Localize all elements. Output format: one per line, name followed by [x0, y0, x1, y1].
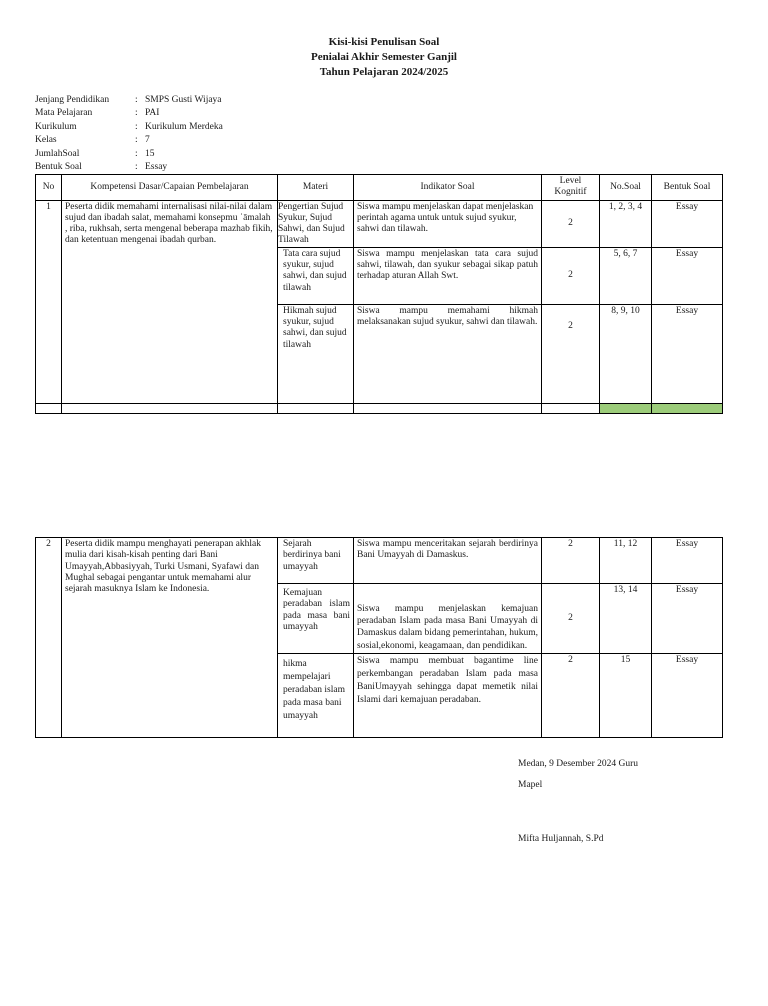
info-label: Jenjang Pendidikan: [35, 95, 110, 105]
bentuk-cell: Essay: [652, 654, 723, 738]
table-row: [36, 538, 723, 584]
empty-cell: [542, 403, 600, 413]
level-cell: 2: [542, 200, 600, 247]
info-value: PAI: [145, 108, 160, 119]
materi-cell: Sejarah berdirinya bani umayyah: [278, 538, 354, 584]
highlight-cell: [600, 403, 652, 413]
indikator-cell: Siswa mampu membuat bagantime line perkembangan peradaban Islam pada masa BaniUmayyah sehingga dapat memetik nilai Islami dari kemajuan peradaban.: [354, 654, 542, 738]
info-colon: :: [135, 161, 138, 172]
indikator-cell: Siswa mampu memahami hikmah melaksanakan sujud syukur, sahwi dan tilawah.: [354, 304, 542, 403]
materi-cell: Hikmah sujud syukur, sujud sahwi, dan sujud tilawah: [278, 304, 354, 403]
signature-place-date: Medan, 9 Desember 2024 Guru: [518, 759, 639, 769]
info-row-kelas: [35, 134, 223, 147]
info-colon: :: [135, 95, 138, 105]
info-colon: :: [135, 148, 138, 159]
info-value: SMPS Gusti Wijaya: [145, 95, 222, 105]
empty-cell: [278, 403, 354, 413]
info-label: JumlahSoal: [35, 148, 80, 159]
level-cell: 2: [542, 247, 600, 304]
info-value: 7: [145, 135, 150, 146]
document-title: Kisi-kisi Penulisan Soal: [328, 36, 440, 48]
column-header-nosoal: No.Soal: [600, 175, 652, 201]
info-label: Kelas: [35, 135, 57, 146]
bentuk-cell: Essay: [652, 538, 723, 584]
table-header-row: [36, 175, 723, 201]
indikator-cell: Siswa mampu menjelaskan kemajuan peradaban Islam pada masa Bani Umayyah di Damaskus dalam bidang pemerintahan, hukum, sosial,ekonomi, keagamaan, dan pendidikan.: [354, 584, 542, 654]
column-header-kd: Kompetensi Dasar/Capaian Pembelajaran: [62, 175, 278, 201]
level-cell: 2: [542, 654, 600, 738]
row-number: 2: [36, 538, 62, 738]
info-row-mapel: [35, 107, 223, 120]
column-header-indikator: Indikator Soal: [354, 175, 542, 201]
column-header-no: No: [36, 175, 62, 201]
indikator-cell: Siswa mampu menjelaskan tata cara sujud sahwi, tilawah, dan syukur sebagai sikap patuh terhadap aturan Allah Swt.: [354, 247, 542, 304]
info-colon: :: [135, 135, 138, 146]
table-row: [36, 200, 723, 247]
nosoal-cell: 8, 9, 10: [600, 304, 652, 403]
info-row-jenjang: [35, 94, 223, 107]
nosoal-cell: 15: [600, 654, 652, 738]
info-block: [35, 94, 223, 174]
empty-cell: [36, 403, 62, 413]
bentuk-cell: Essay: [652, 247, 723, 304]
empty-cell: [354, 403, 542, 413]
info-label: Bentuk Soal: [35, 161, 82, 172]
info-row-bentuk: [35, 161, 223, 174]
table-empty-row: [36, 403, 723, 413]
nosoal-cell: 1, 2, 3, 4: [600, 200, 652, 247]
kisi-kisi-table-1: [35, 174, 723, 414]
materi-cell: Pengertian Sujud Syukur, Sujud Sahwi, dan Sujud Tilawah: [278, 200, 354, 247]
info-colon: :: [135, 108, 138, 119]
signature-role: Mapel: [518, 780, 543, 790]
level-cell: 2: [542, 538, 600, 584]
materi-cell: Kemajuan peradaban islam pada masa bani umayyah: [278, 584, 354, 654]
info-colon: :: [135, 121, 138, 132]
column-header-bentuk: Bentuk Soal: [652, 175, 723, 201]
level-cell: 2: [542, 584, 600, 654]
level-cell: 2: [542, 304, 600, 403]
kisi-kisi-table-2: [35, 537, 723, 738]
info-label: Kurikulum: [35, 121, 77, 132]
info-label: Mata Pelajaran: [35, 108, 93, 119]
bentuk-cell: Essay: [652, 304, 723, 403]
highlight-cell: [652, 403, 723, 413]
info-value: Kurikulum Merdeka: [145, 121, 223, 132]
kd-cell: Peserta didik memahami internalisasi nilai-nilai dalam sujud dan ibadah salat, memahami konsepmu ʿāmalah , riba, rukhsah, serta mengenal beberapa mazhab fikih, dan ketentuan mengenai ibadah qurban.: [62, 200, 278, 403]
info-value: 15: [145, 148, 155, 159]
document-subtitle: Penialai Akhir Semester Ganjil: [311, 51, 457, 63]
nosoal-cell: 11, 12: [600, 538, 652, 584]
empty-cell: [62, 403, 278, 413]
signature-name: Mifta Huljannah, S.Pd: [518, 834, 604, 844]
row-number: 1: [36, 200, 62, 403]
info-row-jumlah: [35, 148, 223, 161]
indikator-cell: Siswa mampu menjelaskan dapat menjelaskan perintah agama untuk untuk sujud syukur, sahwi dan tilawah.: [354, 200, 542, 247]
materi-cell: Tata cara sujud syukur, sujud sahwi, dan sujud tilawah: [278, 247, 354, 304]
kd-cell: Peserta didik mampu menghayati penerapan akhlak mulia dari kisah-kisah penting dari Bani Umayyah,Abbasiyyah, Turki Usmani, Syafawi dan Mughal sebagai pengantar untuk memahami alur sejarah masuknya Islam ke Indonesia.: [62, 538, 278, 738]
bentuk-cell: Essay: [652, 584, 723, 654]
indikator-cell: Siswa mampu menceritakan sejarah berdirinya Bani Umayyah di Damaskus.: [354, 538, 542, 584]
document-year: Tahun Pelajaran 2024/2025: [319, 66, 449, 78]
nosoal-cell: 13, 14: [600, 584, 652, 654]
info-value: Essay: [145, 161, 168, 172]
bentuk-cell: Essay: [652, 200, 723, 247]
nosoal-cell: 5, 6, 7: [600, 247, 652, 304]
column-header-materi: Materi: [278, 175, 354, 201]
column-header-level: Level Kognitif: [542, 175, 600, 201]
info-row-kurikulum: [35, 121, 223, 134]
materi-cell: hikma mempelajari peradaban islam pada masa bani umayyah: [278, 654, 354, 738]
